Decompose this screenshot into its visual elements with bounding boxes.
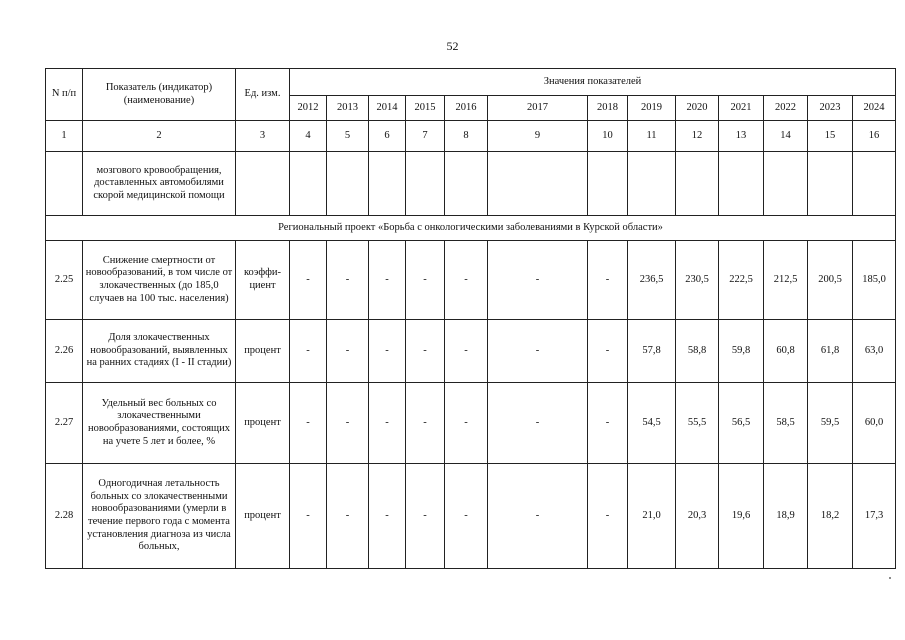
section-row: [46, 216, 896, 241]
value-cell: -: [327, 464, 369, 569]
year-cell: 2016: [445, 96, 488, 121]
year-cell: 2018: [588, 96, 628, 121]
value-cell: 18,9: [764, 464, 808, 569]
value-cell: -: [488, 464, 588, 569]
col-number: 13: [719, 121, 764, 152]
value-cell: 17,3: [853, 464, 896, 569]
indicators-table: [45, 68, 896, 569]
value-cell: 18,2: [808, 464, 853, 569]
year-cell: 2019: [628, 96, 676, 121]
value-cell: -: [488, 383, 588, 464]
col-number: 15: [808, 121, 853, 152]
col-number: 7: [406, 121, 445, 152]
value-cell: -: [327, 383, 369, 464]
value-cell: 185,0: [853, 241, 896, 320]
row-number: 2.26: [46, 320, 83, 383]
value-cell: -: [369, 464, 406, 569]
value-cell: 54,5: [628, 383, 676, 464]
continuation-row: [46, 152, 896, 216]
page-number: 52: [446, 39, 459, 53]
value-cell: -: [406, 464, 445, 569]
year-cell: 2022: [764, 96, 808, 121]
value-cell: 236,5: [628, 241, 676, 320]
value-cell: 63,0: [853, 320, 896, 383]
value-cell: -: [406, 241, 445, 320]
indicator-name: Одногодичная летальность больных со злокачественными новообразованиями (умерли в течение первого года с момента установления диагноза из числа больных,: [83, 464, 236, 569]
table-row: [46, 383, 896, 464]
value-cell: 55,5: [676, 383, 719, 464]
value-cell: -: [445, 320, 488, 383]
table-row: [46, 464, 896, 569]
value-cell: 20,3: [676, 464, 719, 569]
table-row: [46, 320, 896, 383]
value-cell: 212,5: [764, 241, 808, 320]
value-cell: -: [290, 320, 327, 383]
value-cell: 19,6: [719, 464, 764, 569]
header-unit: Ед. изм.: [236, 69, 290, 121]
row-number: 2.27: [46, 383, 83, 464]
value-cell: -: [290, 241, 327, 320]
header-row: [46, 69, 896, 96]
indicator-name: Снижение смертности от новообразований, в том числе от злокачественных (до 185,0 случаев на 100 тыс. населения): [83, 241, 236, 320]
header-values-title: Значения показателей: [290, 69, 896, 96]
year-cell: 2020: [676, 96, 719, 121]
section-title: Региональный проект «Борьба с онкологическими заболеваниями в Курской области»: [46, 216, 896, 241]
indicator-name: Доля злокачественных новообразований, выявленных на ранних стадиях (I - II стадии): [83, 320, 236, 383]
col-number: 4: [290, 121, 327, 152]
year-cell: 2013: [327, 96, 369, 121]
indicator-name: мозгового кровообращения, доставленных автомобилями скорой медицинской помощи: [83, 152, 236, 216]
indicator-name: Удельный вес больных со злокачественными новообразованиями, состоящих на учете 5 лет и более, %: [83, 383, 236, 464]
col-number: 2: [83, 121, 236, 152]
value-cell: -: [369, 241, 406, 320]
value-cell: 59,5: [808, 383, 853, 464]
value-cell: 222,5: [719, 241, 764, 320]
value-cell: -: [327, 320, 369, 383]
column-numbers-row: [46, 121, 896, 152]
value-cell: 58,8: [676, 320, 719, 383]
year-cell: 2021: [719, 96, 764, 121]
col-number: 5: [327, 121, 369, 152]
year-cell: 2024: [853, 96, 896, 121]
value-cell: -: [445, 383, 488, 464]
scan-speck: [889, 577, 891, 579]
value-cell: 230,5: [676, 241, 719, 320]
header-num: N п/п: [46, 69, 83, 121]
value-cell: -: [588, 241, 628, 320]
value-cell: -: [588, 320, 628, 383]
year-cell: 2015: [406, 96, 445, 121]
value-cell: 60,8: [764, 320, 808, 383]
value-cell: -: [290, 383, 327, 464]
value-cell: -: [369, 383, 406, 464]
value-cell: 56,5: [719, 383, 764, 464]
value-cell: 60,0: [853, 383, 896, 464]
value-cell: -: [588, 464, 628, 569]
year-cell: 2023: [808, 96, 853, 121]
value-cell: -: [488, 241, 588, 320]
value-cell: 58,5: [764, 383, 808, 464]
unit-cell: процент: [236, 383, 290, 464]
table-row: [46, 241, 896, 320]
value-cell: 57,8: [628, 320, 676, 383]
unit-cell: процент: [236, 464, 290, 569]
col-number: 6: [369, 121, 406, 152]
row-number: 2.28: [46, 464, 83, 569]
row-number: 2.25: [46, 241, 83, 320]
value-cell: -: [406, 320, 445, 383]
year-cell: 2012: [290, 96, 327, 121]
col-number: 8: [445, 121, 488, 152]
year-cell: 2014: [369, 96, 406, 121]
value-cell: -: [445, 464, 488, 569]
value-cell: 59,8: [719, 320, 764, 383]
value-cell: 61,8: [808, 320, 853, 383]
value-cell: -: [369, 320, 406, 383]
col-number: 11: [628, 121, 676, 152]
col-number: 14: [764, 121, 808, 152]
value-cell: -: [327, 241, 369, 320]
value-cell: -: [445, 241, 488, 320]
col-number: 1: [46, 121, 83, 152]
value-cell: 200,5: [808, 241, 853, 320]
value-cell: -: [488, 320, 588, 383]
header-indicator: Показатель (индикатор) (наименование): [83, 69, 236, 121]
col-number: 12: [676, 121, 719, 152]
value-cell: -: [290, 464, 327, 569]
unit-cell: процент: [236, 320, 290, 383]
year-cell: 2017: [488, 96, 588, 121]
col-number: 3: [236, 121, 290, 152]
col-number: 10: [588, 121, 628, 152]
unit-cell: коэффи-циент: [236, 241, 290, 320]
col-number: 16: [853, 121, 896, 152]
value-cell: -: [588, 383, 628, 464]
col-number: 9: [488, 121, 588, 152]
value-cell: 21,0: [628, 464, 676, 569]
value-cell: -: [406, 383, 445, 464]
